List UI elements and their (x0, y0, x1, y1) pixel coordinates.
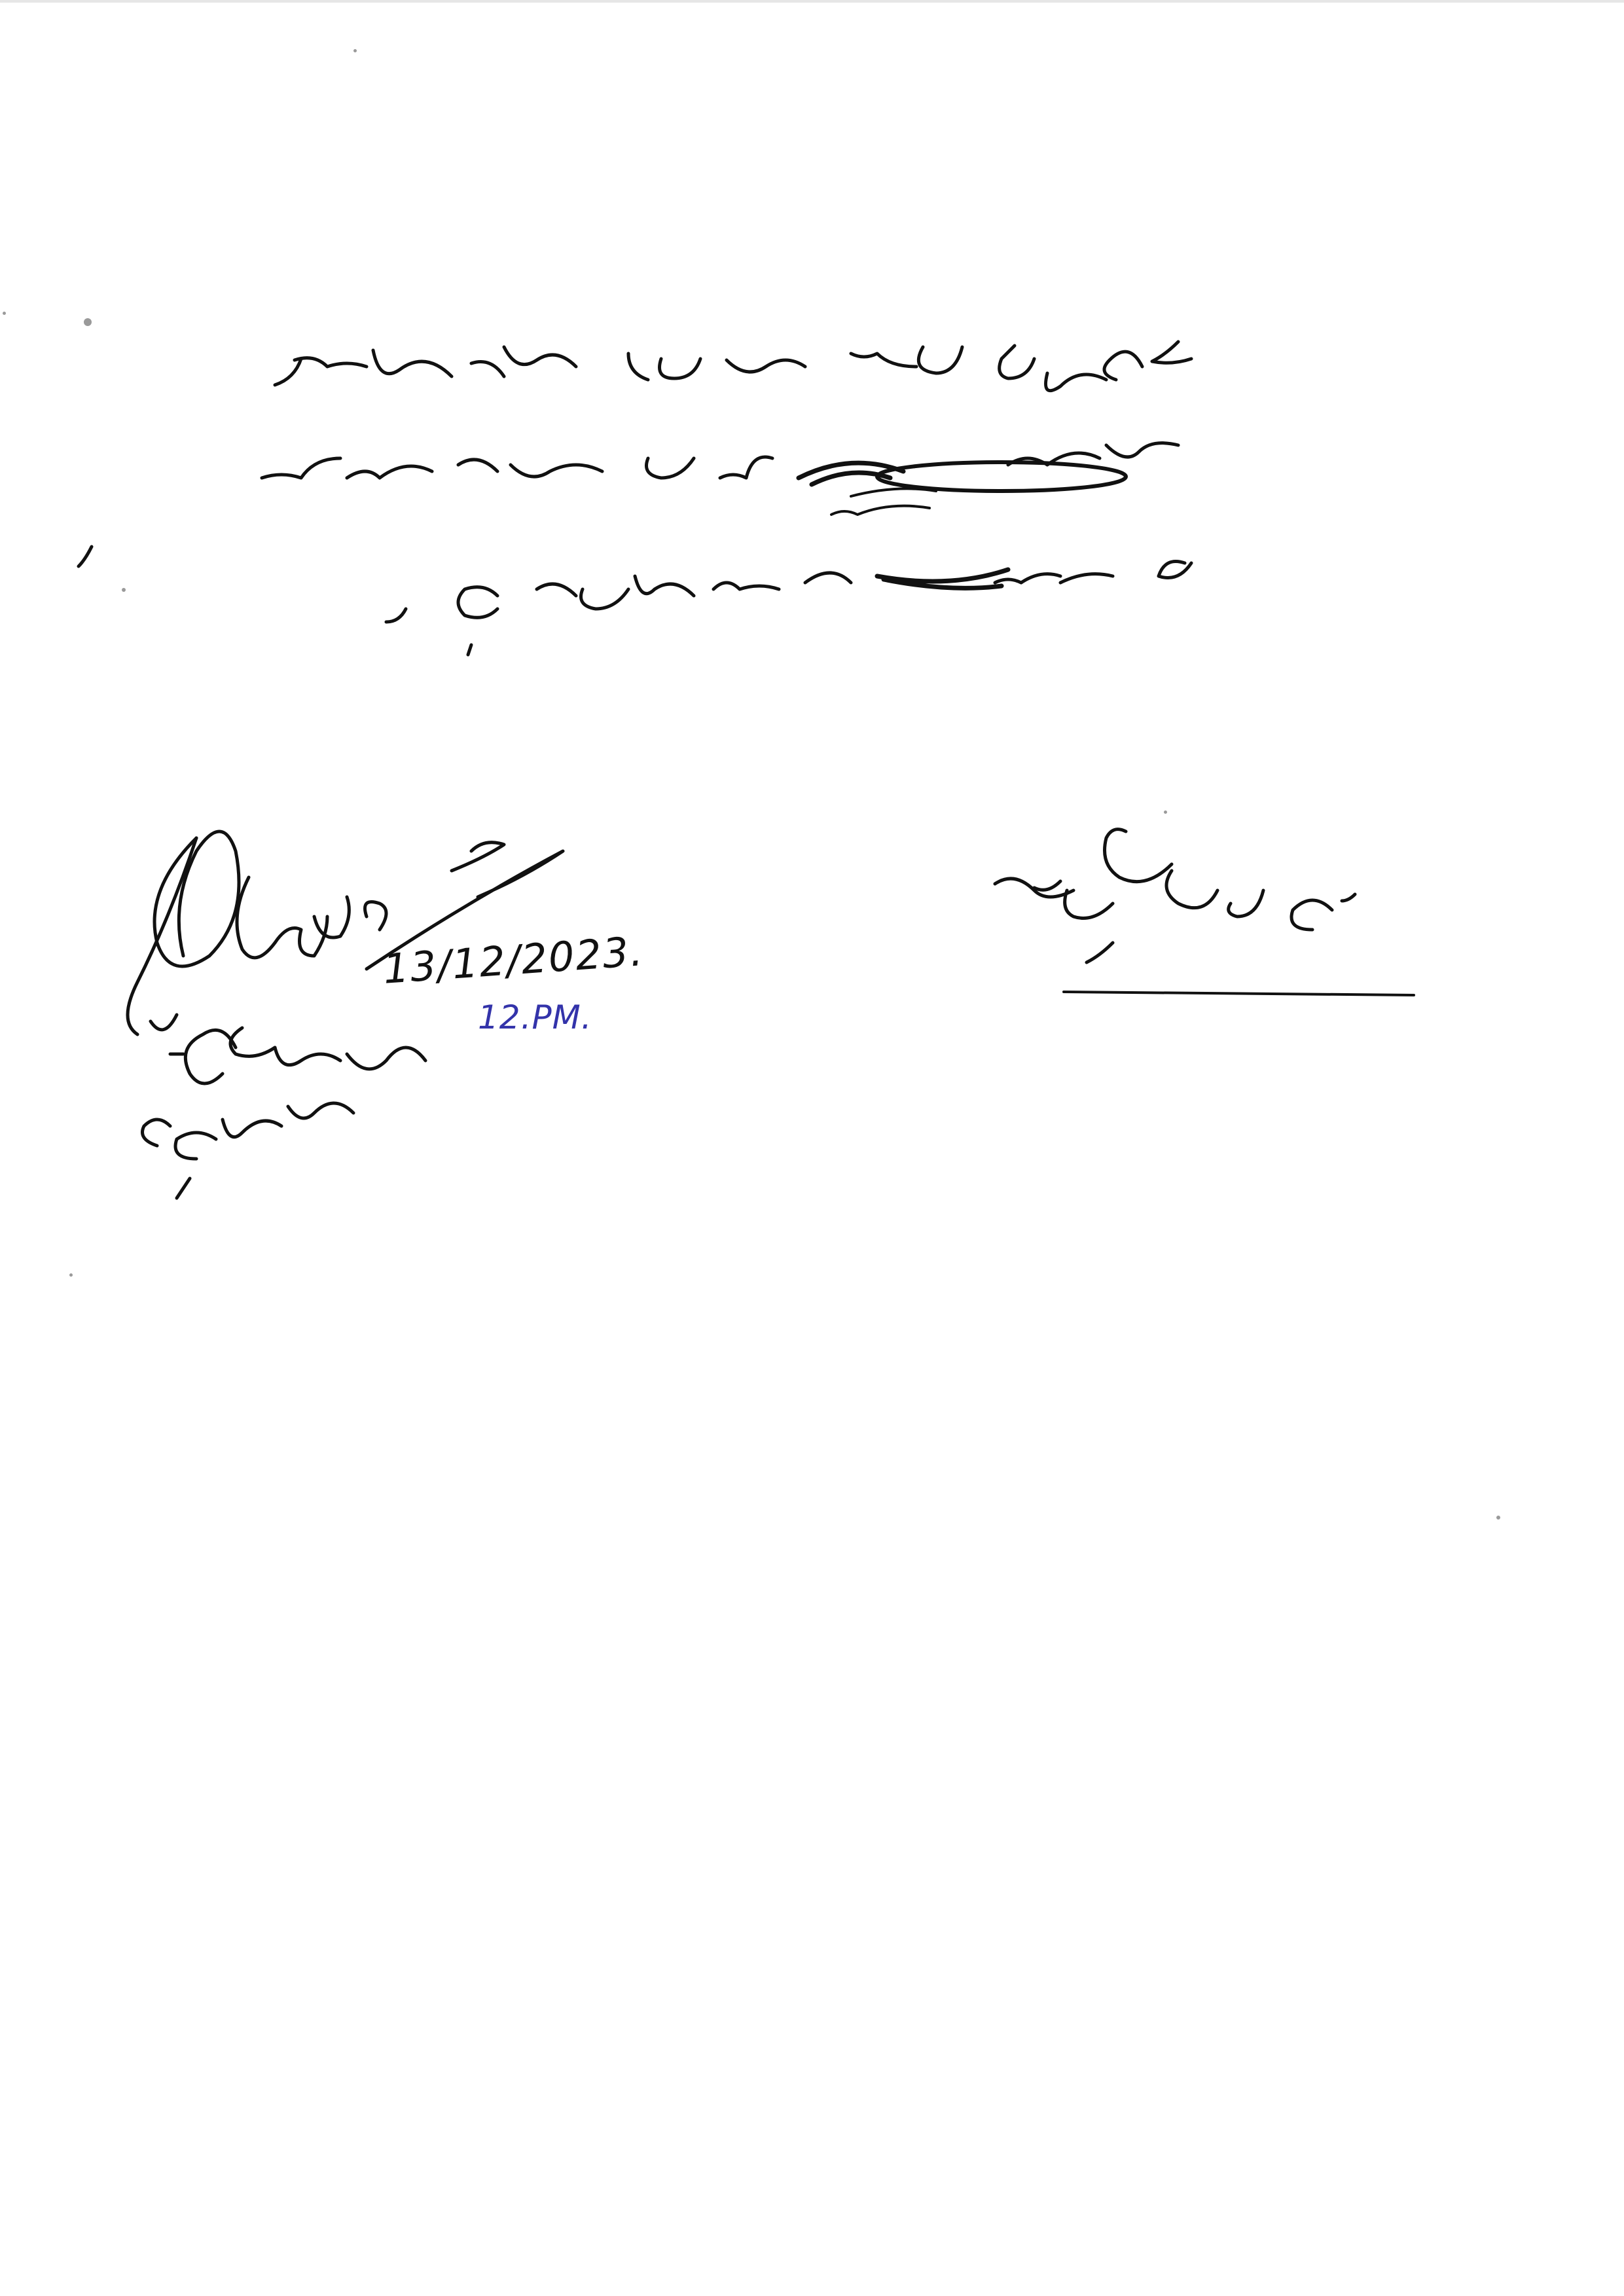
signature-date: 13/12/2023. (381, 927, 646, 993)
handwriting-line-3 (386, 562, 1191, 655)
signature-time: 12.PM. (478, 998, 592, 1036)
handwriting-line-2 (79, 443, 1178, 566)
left-signature-title (143, 1103, 354, 1198)
handwriting-line-1 (275, 342, 1191, 391)
right-signature (995, 829, 1414, 995)
left-signature-name (170, 1028, 425, 1084)
